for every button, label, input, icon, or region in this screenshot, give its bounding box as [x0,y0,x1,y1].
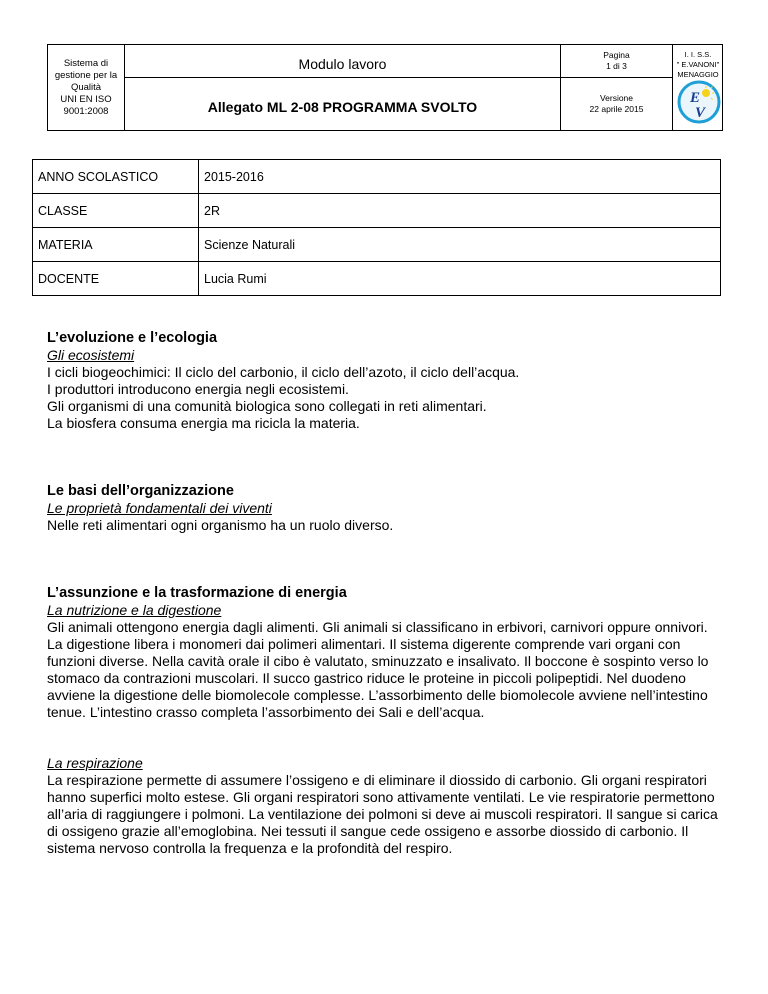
program-content [47,330,727,857]
info-value: Scienze Naturali [199,228,721,262]
section-paragraph: I produttori introducono energia negli ecosistemi. [47,381,349,397]
section-title: Le basi dell’organizzazione [47,483,234,499]
logo-letter-v: V [695,105,706,121]
quality-line: 9001:2008 [63,105,109,117]
school-logo [677,80,721,124]
info-value: 2015-2016 [199,160,721,194]
document-header [47,44,723,131]
quality-line: Sistema di [63,57,109,69]
course-info-table [32,159,721,296]
table-row [33,262,721,296]
info-label: CLASSE [33,194,199,228]
section-paragraph: I cicli biogeochimici: Il ciclo del carbonio, il ciclo dell’azoto, il ciclo dell’acqua. [47,364,520,380]
school-line: I. I. S.S. [684,50,712,59]
page-value: 1 di 3 [606,61,627,71]
version-label: Versione [599,93,634,103]
section-respiration [47,755,727,857]
section-title: L’assunzione e la trasformazione di energia [47,585,347,601]
section-organization [47,483,727,534]
page-label: Pagina [603,50,630,60]
version-value: 22 aprile 2015 [589,104,644,114]
section-subtitle: Gli ecosistemi [47,347,135,363]
quality-line: Qualità [70,81,102,93]
section-ecology [47,330,727,432]
logo-letter-e: E [690,90,701,106]
section-paragraph: La respirazione permette di assumere l’ossigeno e di eliminare il diossido di carbonio. Gli organi respiratori hanno superfici molto estese. Gli organi respiratori sono attivamente ventilati. Le vie respiratorie permettono all’aria di raggiungere i polmoni. La ventilazione dei polmoni si deve ai muscoli respiratori. Il sangue si carica di ossigeno grazie all’emoglobina. Nei tessuti il sangue cede ossigeno e assorbe diossido di carbonio. Il sistema nervoso controlla la frequenza e la profondità del respiro. [47,772,718,856]
school-name [673,51,723,79]
table-row [33,228,721,262]
section-energy [47,585,727,721]
attachment-title: Allegato ML 2-08 PROGRAMMA SVOLTO [207,99,478,115]
quality-line: gestione per la [54,69,118,81]
info-value: 2R [199,194,721,228]
info-label: MATERIA [33,228,199,262]
section-subtitle: La respirazione [47,755,143,771]
quality-line: UNI EN ISO [60,93,112,105]
info-value: Lucia Rumi [199,262,721,296]
section-subtitle: Le proprietà fondamentali dei viventi [47,500,272,516]
version-info [561,78,672,130]
section-paragraph: Gli organismi di una comunità biologica sono collegati in reti alimentari. [47,398,487,414]
table-row [33,194,721,228]
section-subtitle: La nutrizione e la digestione [47,602,222,618]
school-line: MENAGGIO [677,70,719,79]
module-title: Modulo lavoro [298,56,387,72]
info-label: DOCENTE [33,262,199,296]
school-line: " E.VANONI" [676,60,720,69]
section-paragraph: La biosfera consuma energia ma ricicla la materia. [47,415,360,431]
page-info [561,45,672,77]
info-label: ANNO SCOLASTICO [33,160,199,194]
section-paragraph: Gli animali ottengono energia dagli alimenti. Gli animali si classificano in erbivori, carnivori oppure onnivori. La digestione libera i monomeri dai polimeri alimentari. Il sistema digerente comprende vari organi con funzioni diverse. Nella cavità orale il cibo è valutato, sminuzzato e insalivato. Il boccone è sospinto verso lo stomaco da contrazioni muscolari. Il succo gastrico riduce le proteine in piccoli polipeptidi. Nel duodeno avviene la digestione delle biomolecole complesse. L’assorbimento delle biomolecole avviene nell’intestino tenue. L’intestino crasso completa l’assorbimento dei Sali e dell’acqua. [47,619,709,720]
quality-system-label [48,45,124,130]
table-row [33,160,721,194]
section-paragraph: Nelle reti alimentari ogni organismo ha un ruolo diverso. [47,517,394,533]
section-title: L’evoluzione e l’ecologia [47,330,218,346]
